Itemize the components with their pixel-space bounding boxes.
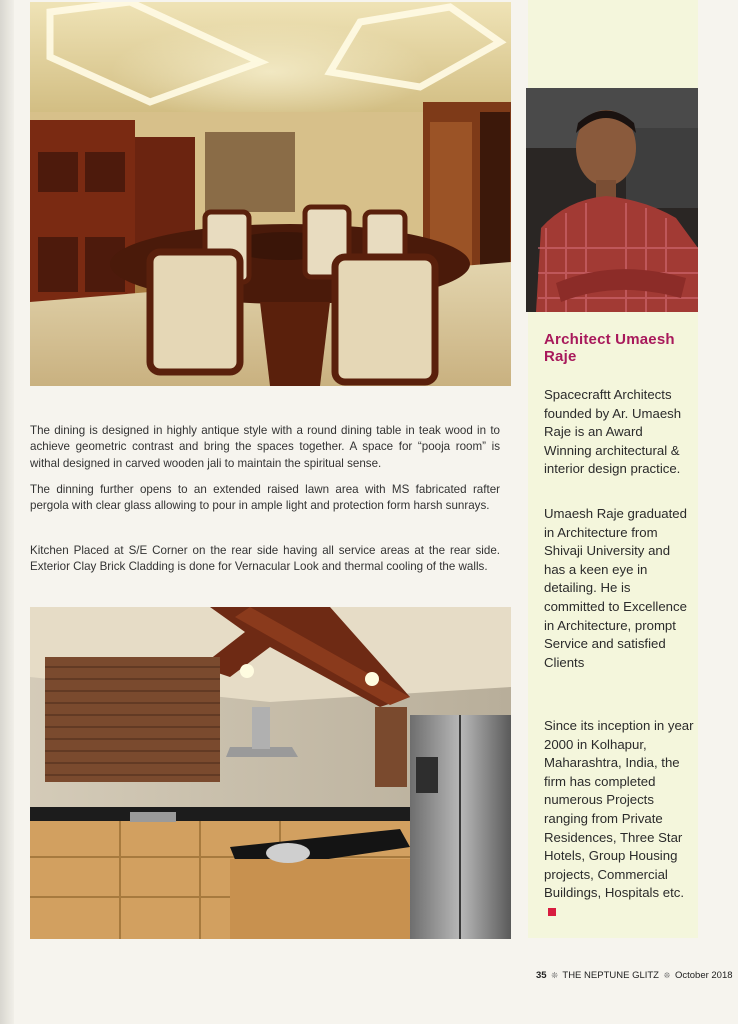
end-of-article-mark <box>548 908 556 916</box>
sidebar-paragraph <box>544 717 694 922</box>
footer-separator: ❊ <box>663 971 671 980</box>
article-paragraph: The dinning further opens to an extended raised lawn area with MS fabricated rafter pergola with clear glass allowing to pour in ample light and protection form harsh sunrays. <box>30 483 500 513</box>
sidebar-paragraph: Umaesh Raje graduated in Architecture from Shivaji University and has a keen eye in detailing. He is committed to Excellence in Architecture, prompt Service and satisfied Clients <box>544 506 687 670</box>
dining-room-photo <box>30 2 511 386</box>
architect-portrait-photo <box>526 88 698 312</box>
page-number: 35 <box>536 970 547 981</box>
issue-date: October 2018 <box>674 970 733 981</box>
page-binding-edge <box>0 0 14 1024</box>
article-paragraph: Kitchen Placed at S/E Corner on the rear side having all service areas at the rear side. Exterior Clay Brick Cladding is done for Vernacular Look and thermal cooling of the walls. <box>30 544 500 574</box>
architect-name-heading: Architect Umaesh Raje <box>544 331 675 365</box>
page-footer <box>536 970 733 981</box>
footer-separator: ❊ <box>551 971 558 980</box>
sidebar-paragraph-text: Since its inception in year 2000 in Kolhapur, Maharashtra, India, the firm has completed numerous Projects ranging from Private Residences, Three Star Hotels, Group Housing projects, Commercial Buildings, Hospitals etc. <box>544 718 694 901</box>
magazine-name: THE NEPTUNE GLITZ <box>562 970 659 981</box>
sidebar-paragraph: Spacecraftt Architects founded by Ar. Umaesh Raje is an Award Winning architectural & interior design practice. <box>544 387 682 477</box>
kitchen-photo <box>30 607 511 939</box>
article-paragraph: The dining is designed in highly antique style with a round dining table in teak wood in to achieve geometric contrast and bring the spaces together. A space for “pooja room” is withal designed in carved wooden jali to maintain the spiritual sense. <box>30 424 500 470</box>
